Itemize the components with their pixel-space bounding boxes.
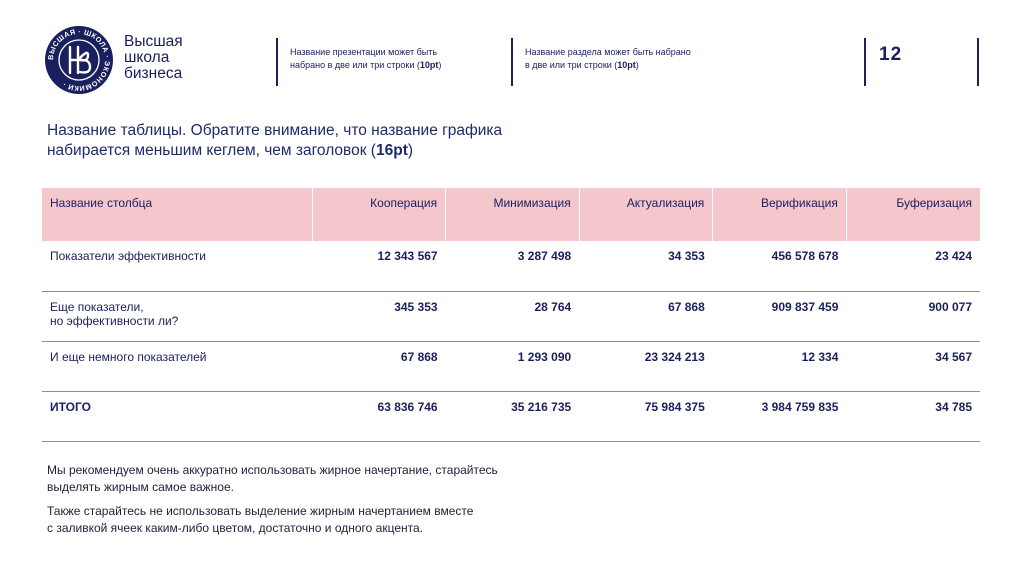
- header-divider-3: [864, 38, 866, 86]
- table-row: [42, 341, 980, 391]
- presentation-title-line-1: Название презентации может быть: [290, 47, 438, 57]
- table-cell: 345 353: [394, 299, 438, 314]
- table-title: [47, 121, 607, 161]
- column-header: Актуализация: [579, 188, 713, 241]
- table-row: [42, 291, 980, 341]
- column-header: Верификация: [713, 188, 847, 241]
- brand-line-1: Высшая: [124, 33, 183, 50]
- row-label: И еще немного показателей: [50, 349, 207, 364]
- column-header: Буферизация: [846, 188, 980, 241]
- table-header-row: [42, 188, 980, 241]
- row-label: ИТОГО: [50, 399, 91, 414]
- table-cell: 3 287 498: [517, 249, 572, 263]
- column-header: Минимизация: [446, 188, 580, 241]
- table-cell: 900 077: [928, 299, 972, 314]
- data-table: [42, 188, 980, 442]
- table-cell: 34 353: [668, 249, 705, 263]
- table-cell: 28 764: [534, 299, 572, 314]
- row-label: Еще показатели, но эффективности ли?: [50, 299, 179, 328]
- table-cell: 3 984 759 835: [761, 399, 839, 414]
- table-cell: 1 293 090: [517, 349, 572, 364]
- table-cell: 63 836 746: [377, 399, 438, 414]
- header-divider-1: [276, 38, 278, 86]
- header-divider-2: [511, 38, 513, 86]
- table-cell: 34 785: [935, 399, 972, 414]
- table-cell: 35 216 735: [511, 399, 572, 414]
- table-cell: 12 334: [801, 349, 839, 364]
- column-header: Название столбца: [50, 196, 153, 210]
- hse-logo-icon: [44, 25, 114, 95]
- table-cell: 23 424: [935, 249, 972, 263]
- table-cell: 67 868: [400, 349, 438, 364]
- note-paragraph-2: Также старайтесь не использовать выделение жирным начертанием вместе с заливкой ячеек каким-либо цветом, достаточно и одного акцента.: [47, 504, 474, 535]
- brand-line-3: бизнеса: [124, 65, 183, 82]
- table-cell: 67 868: [668, 299, 705, 314]
- header-divider-4: [977, 38, 979, 86]
- table-row: [42, 241, 980, 291]
- brand-line-2: школа: [124, 49, 170, 66]
- table-cell: 23 324 213: [644, 349, 705, 364]
- presentation-title-line-2: набрано в две или три строки (10pt): [290, 60, 442, 70]
- table-cell: 12 343 567: [377, 249, 438, 263]
- section-title-line-1: Название раздела может быть набрано: [525, 47, 691, 57]
- table-cell: 909 837 459: [771, 299, 839, 314]
- note-paragraph-1: Мы рекомендуем очень аккуратно использовать жирное начертание, старайтесь выделять жирным самое важное.: [47, 463, 498, 494]
- table-cell: 34 567: [935, 349, 972, 364]
- column-header: Кооперация: [312, 188, 446, 241]
- page-number: 12: [879, 44, 903, 65]
- presentation-title: [290, 46, 441, 72]
- section-title: [525, 46, 691, 72]
- row-label: Показатели эффективности: [50, 249, 206, 263]
- table-title-line-2: набирается меньшим кеглем, чем заголовок (16pt): [47, 142, 414, 159]
- brand-name: [124, 34, 183, 82]
- section-title-line-2: в две или три строки (10pt): [525, 60, 639, 70]
- table-total-row: [42, 391, 980, 441]
- table-title-line-1: Название таблицы. Обратите внимание, что название графика: [47, 122, 503, 139]
- table-cell: 456 578 678: [771, 249, 839, 263]
- table-cell: 75 984 375: [644, 399, 705, 414]
- logo-ring-text: ВЫСШАЯ · ШКОЛА · ЭКОНОМИКИ ·: [45, 26, 113, 94]
